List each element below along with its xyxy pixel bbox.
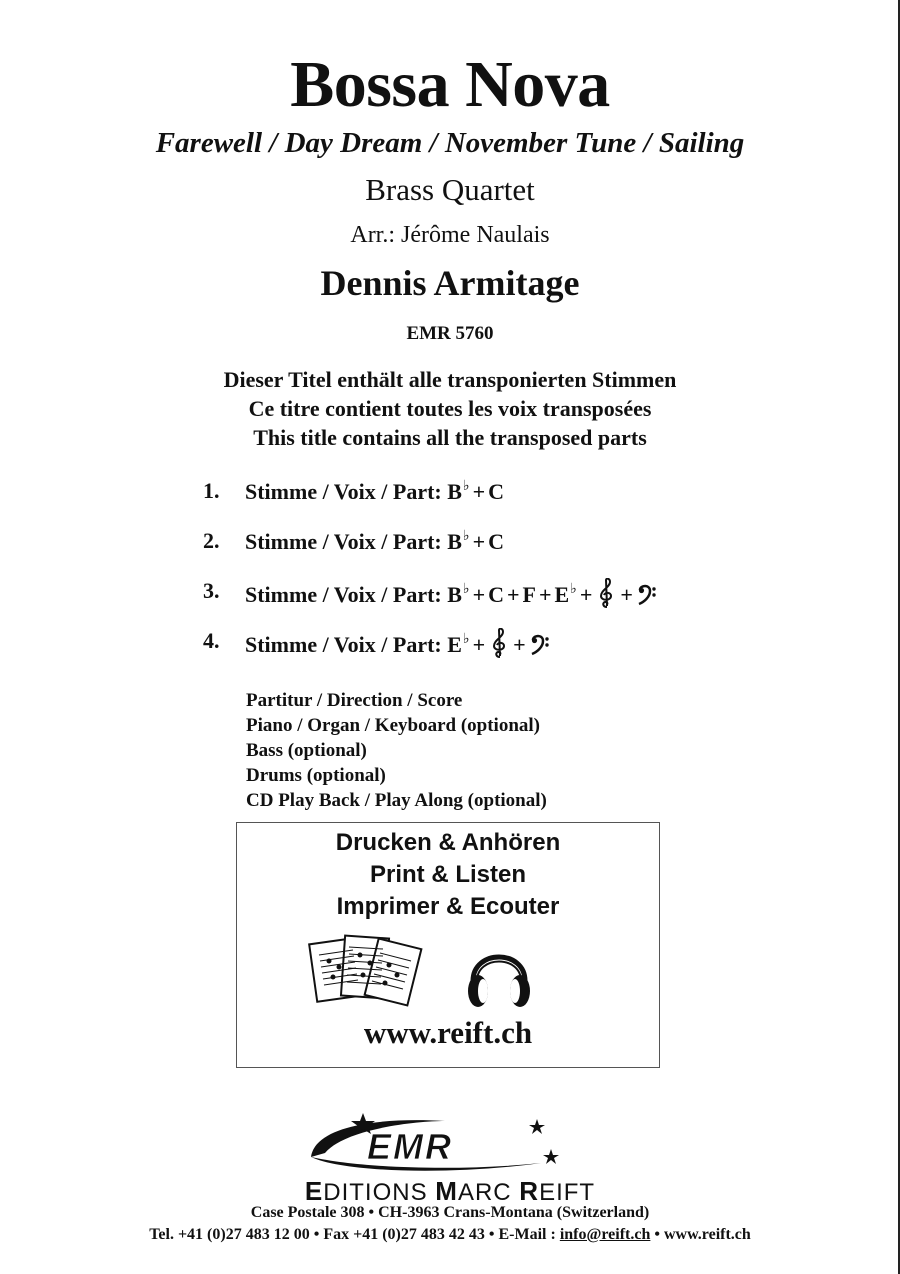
part-key: C [488, 582, 504, 607]
sheet-music-icon [305, 931, 423, 1007]
treble-clef-icon [490, 628, 508, 664]
subtitle: Farewell / Day Dream / November Tune / Sailing [155, 127, 745, 159]
headphones-icon [463, 935, 535, 1015]
publisher-name-part: EIFT [539, 1179, 596, 1206]
part-description [245, 478, 504, 505]
part-number: 1. [203, 478, 220, 503]
part-key: E♭ [447, 632, 470, 657]
plus-sign: + [579, 582, 593, 607]
promo-line-en: Print & Listen [369, 861, 526, 888]
bass-clef-icon [531, 634, 549, 664]
contact-email-link[interactable]: info@reift.ch [559, 1226, 651, 1243]
part-label: Stimme / Voix / Part: [245, 479, 448, 504]
publisher-name-part: E [304, 1176, 324, 1206]
plus-sign: + [513, 632, 526, 657]
plus-sign: + [620, 582, 633, 607]
separator-dot: • [654, 1226, 664, 1243]
part-number: 2. [203, 528, 220, 553]
plus-sign: + [472, 632, 486, 657]
publisher-name [0, 1178, 900, 1205]
publisher-name-part: R [519, 1176, 540, 1206]
promo-url[interactable]: www.reift.ch [363, 1015, 533, 1050]
part-description [245, 528, 504, 555]
extras-item: CD Play Back / Play Along (optional) [246, 790, 547, 811]
promo-line-fr: Imprimer & Ecouter [336, 893, 560, 920]
transposition-note-en: This title contains all the transposed parts [253, 425, 647, 450]
contact-fax: Fax +41 (0)27 483 42 43 [323, 1226, 485, 1243]
part-label: Stimme / Voix / Part: [245, 632, 448, 657]
part-description [245, 578, 658, 614]
page-title: Bossa Nova [290, 48, 610, 121]
part-key: B♭ [447, 529, 470, 554]
plus-sign: + [472, 582, 486, 607]
plus-sign: + [472, 479, 486, 504]
extras-item: Bass (optional) [246, 740, 367, 761]
part-key: C [488, 529, 504, 554]
plus-sign: + [472, 529, 486, 554]
bass-clef-icon [638, 584, 656, 614]
emr-logo-text: EMR [367, 1126, 453, 1167]
extras-item: Drums (optional) [246, 765, 386, 786]
plus-sign: + [539, 582, 552, 607]
catalog-number: EMR 5760 [406, 323, 494, 344]
publisher-address: Case Postale 308 • CH-3963 Crans-Montana (Switzerland) [250, 1204, 650, 1221]
separator-dot: • [313, 1226, 324, 1243]
part-number: 4. [203, 628, 220, 653]
emr-logo [305, 1113, 565, 1177]
part-label: Stimme / Voix / Part: [245, 582, 448, 607]
ensemble: Brass Quartet [365, 172, 535, 207]
publisher-name-part: ARC [457, 1179, 520, 1206]
part-key: C [488, 479, 504, 504]
separator-dot: • [488, 1226, 499, 1243]
arranger: Arr.: Jérôme Naulais [350, 222, 550, 248]
part-key: E♭ [554, 582, 577, 607]
publisher-name-part: DITIONS [323, 1179, 436, 1206]
publisher-name-part: M [435, 1176, 458, 1206]
plus-sign: + [507, 582, 520, 607]
contact-website-link[interactable]: www.reift.ch [664, 1226, 751, 1243]
extras-item: Piano / Organ / Keyboard (optional) [246, 715, 540, 736]
part-key: B♭ [447, 479, 470, 504]
print-listen-box [236, 822, 660, 1068]
composer: Dennis Armitage [320, 263, 580, 303]
extras-item: Partitur / Direction / Score [246, 690, 463, 711]
part-key: F [522, 582, 536, 607]
transposition-note-de: Dieser Titel enthält alle transponierten Stimmen [223, 367, 677, 392]
contact-email-label: E-Mail : [498, 1226, 556, 1243]
part-label: Stimme / Voix / Part: [245, 529, 448, 554]
treble-clef-icon [597, 578, 615, 614]
promo-line-de: Drucken & Anhören [335, 829, 561, 856]
contact-tel: Tel. +41 (0)27 483 12 00 [149, 1226, 310, 1243]
part-key: B♭ [447, 582, 470, 607]
transposition-note-fr: Ce titre contient toutes les voix transposées [248, 396, 652, 421]
part-description [245, 628, 551, 664]
publisher-contact [0, 1226, 900, 1244]
part-number: 3. [203, 578, 220, 603]
